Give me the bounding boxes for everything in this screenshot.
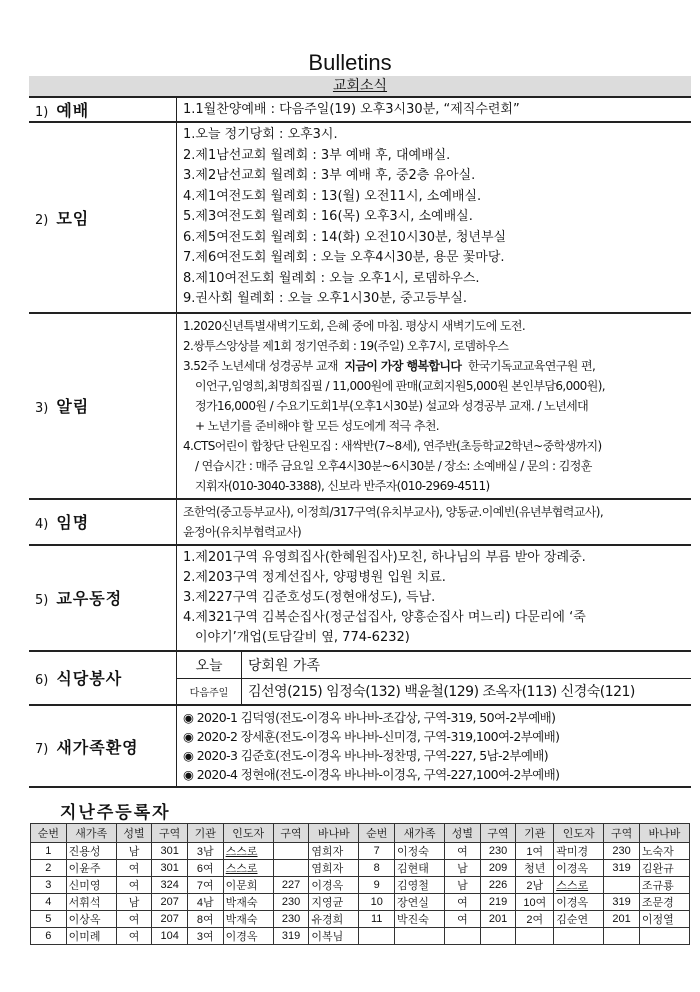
table-cell: 이복님 [309,928,359,945]
table-cell: 박진숙 [395,911,445,928]
section-meetings [29,122,691,313]
registration-table [30,823,690,945]
table-cell: 201 [604,911,640,928]
table-cell: 10여 [516,894,554,911]
table-cell [273,843,309,860]
column-header: 순번 [31,824,67,843]
section-label: 6) 식당봉사 [29,651,177,706]
column-header: 바나바 [639,824,689,843]
table-cell: 이경옥 [309,877,359,894]
table-cell: 207 [152,894,188,911]
column-header: 구역 [480,824,516,843]
news-line: 2.제203구역 정계선집사, 양평병원 입원 치료. [183,569,446,585]
table-cell: 박재숙 [223,911,273,928]
table-cell: 이문희 [223,877,273,894]
table-cell: 박재숙 [223,894,273,911]
column-header: 기관 [187,824,223,843]
table-cell: 207 [152,911,188,928]
kitchen-schedule [177,652,691,705]
table-cell: 여 [116,860,152,877]
table-cell: 6여 [187,860,223,877]
table-cell [604,928,640,945]
notice-line: 4.CTS어린이 합창단 단원모집 : 새싹반(7~8세), 연주반(초등학교2학년~중학생까지) [183,438,602,453]
meeting-line: 7.제6여전도회 월례회 : 오늘 오후4시30분, 용문 꽃마당. [183,250,505,265]
table-row [31,894,690,911]
section-member-news [29,545,691,651]
table-cell: 이정열 [639,911,689,928]
table-cell: 230 [604,843,640,860]
table-row [31,843,690,860]
table-cell: 324 [152,877,188,894]
table-cell [445,928,481,945]
table-cell: 여 [445,894,481,911]
table-cell [480,928,516,945]
meeting-line: 5.제3여전도회 월례회 : 16(목) 오후3시, 소예배실. [183,209,473,224]
registration-header-row [31,824,690,843]
meeting-line: 6.제5여전도회 월례회 : 14(화) 오전10시30분, 청년부실 [183,229,507,245]
meeting-line: 3.제2남선교회 월례회 : 3부 예배 후, 중2층 유아실. [183,168,476,183]
table-cell: 7여 [187,877,223,894]
book-title: 지금이 가장 행복합니다 [344,358,462,373]
table-cell: 3 [31,877,67,894]
column-header: 새가족 [66,824,116,843]
table-cell: 6 [31,928,67,945]
table-row [31,911,690,928]
section-label: 7) 새가족환영 [29,705,177,787]
section-content [177,122,692,313]
page-title: Bulletins [308,50,392,75]
section-content [177,313,692,499]
table-cell: 301 [152,860,188,877]
meeting-line: 2.제1남선교회 월례회 : 3부 예배 후, 대예배실. [183,147,451,163]
section-banner: 교회소식 [29,76,691,96]
radio-bullet-icon: ◉ [183,767,194,782]
table-cell: 2여 [516,911,554,928]
column-header: 새가족 [395,824,445,843]
column-header: 바나바 [309,824,359,843]
table-cell [516,928,554,945]
table-cell: 5 [31,911,67,928]
section-content [177,705,692,787]
column-header: 인도자 [223,824,273,843]
table-cell [554,928,604,945]
meeting-line: 4.제1여전도회 월례회 : 13(월) 오전11시, 소예배실. [183,188,482,204]
notice-line: 2.쌍투스앙상블 제1회 정기연주회 : 19(주일) 오후7시, 로뎀하우스 [183,338,509,353]
news-line: 3.제227구역 김준호성도(정현애성도), 득남. [183,589,436,605]
table-cell: 서휘석 [66,894,116,911]
meeting-line: 9.권사회 월례회 : 오늘 오후1시30분, 중고등부실. [183,291,468,306]
table-cell: 319 [604,860,640,877]
table-cell: 여 [445,843,481,860]
news-line: 1.제201구역 유영희집사(한혜원집사)모친, 하나님의 부름 받아 장례중. [183,549,586,565]
kitchen-who: 김선영(215) 임정숙(132) 백윤철(129) 조옥자(113) 신경숙(121) [248,684,635,701]
column-header: 인도자 [554,824,604,843]
bulletin-table [29,96,691,788]
table-cell: 스스로 [223,843,273,860]
table-cell: 이경옥 [554,860,604,877]
kitchen-row-today [177,652,691,679]
notice-line: 이언구,임영희,최명희집필 / 11,000원에 판매(교회지원5,000원 본인부담6,000원), [195,378,606,393]
table-cell: 김현태 [395,860,445,877]
table-cell: 여 [116,928,152,945]
section-worship [29,97,691,122]
table-cell: 219 [480,894,516,911]
section-kitchen-service [29,651,691,706]
notice-line: 1.2020신년특별새벽기도회, 은혜 중에 마침. 평상시 새벽기도에 도전. [183,318,526,333]
kitchen-when: 다음주일 [177,678,242,704]
radio-bullet-icon: ◉ [183,710,194,725]
kitchen-row-next [177,678,691,704]
table-cell: 스스로 [554,877,604,894]
appointment-line: 조한억(중고등부교사), 이정희/317구역(유치부교사), 양동균.이예빈(유년부협력교사), [183,504,604,519]
meeting-line: 1.오늘 정기당회 : 오후3시. [183,127,338,142]
table-cell [359,928,395,945]
table-cell: 226 [480,877,516,894]
table-cell: 이경옥 [554,894,604,911]
section-new-family [29,705,691,787]
table-cell: 청년 [516,860,554,877]
table-row [31,860,690,877]
table-cell: 4 [31,894,67,911]
table-cell: 10 [359,894,395,911]
section-content [177,499,692,545]
column-header: 구역 [604,824,640,843]
table-cell: 남 [445,877,481,894]
table-cell: 남 [116,894,152,911]
table-cell: 227 [273,877,309,894]
notice-line: + 노년기를 준비해야 할 모든 성도에게 적극 추천. [195,418,440,433]
kitchen-who: 당회원 가족 [242,652,692,679]
section-label: 5) 교우동정 [29,545,177,651]
radio-bullet-icon: ◉ [183,729,194,744]
table-cell: 이경옥 [223,928,273,945]
table-cell: 8여 [187,911,223,928]
table-cell: 염희자 [309,843,359,860]
table-cell: 여 [445,911,481,928]
table-cell: 스스로 [223,860,273,877]
table-cell [395,928,445,945]
notice-line: 지휘자(010-3040-3388), 신보라 반주자(010-2969-4511) [195,478,490,493]
table-cell [639,928,689,945]
table-cell: 이정숙 [395,843,445,860]
table-cell: 230 [480,843,516,860]
table-cell: 조문경 [639,894,689,911]
table-cell: 노숙자 [639,843,689,860]
table-cell: 230 [273,894,309,911]
section-content [177,545,692,651]
table-cell: 8 [359,860,395,877]
news-line: 4.제321구역 김복순집사(정군섭집사, 양흥순집사 며느리) 다문리에 ‘죽 [183,609,586,625]
table-cell: 11 [359,911,395,928]
table-cell: 신미영 [66,877,116,894]
table-cell: 염희자 [309,860,359,877]
section-notices [29,313,691,499]
table-cell: 1여 [516,843,554,860]
table-cell: 남 [116,843,152,860]
table-cell: 209 [480,860,516,877]
table-row [31,877,690,894]
table-cell: 3남 [187,843,223,860]
new-family-item: ◉ 2020-3 김준호(전도-이경옥 바나바-정찬명, 구역-227, 5남-2부예배) [183,748,549,763]
table-cell: 김완규 [639,860,689,877]
table-cell: 장연실 [395,894,445,911]
section-content [177,97,692,122]
table-cell: 김영철 [395,877,445,894]
table-cell: 여 [116,911,152,928]
radio-bullet-icon: ◉ [183,748,194,763]
new-family-item: ◉ 2020-2 장세훈(전도-이경옥 바나바-신미경, 구역-319,100여-2부예배) [183,729,560,744]
table-cell: 이상옥 [66,911,116,928]
meeting-line: 8.제10여전도회 월례회 : 오늘 오후1시, 로뎀하우스. [183,270,480,286]
table-cell: 301 [152,843,188,860]
news-line: 이야기’개업(토담갈비 옆, 774-6232) [195,629,410,645]
table-cell: 7 [359,843,395,860]
table-cell: 조규룡 [639,877,689,894]
table-cell: 이미례 [66,928,116,945]
section-label: 1) 예배 [29,97,177,122]
section-label: 4) 임명 [29,499,177,545]
notice-line: 3.52주 노년세대 성경공부 교재 지금이 가장 행복합니다 한국기독교교육연구원 편, [183,358,596,373]
table-cell [604,877,640,894]
table-cell: 319 [273,928,309,945]
section-content [177,651,692,706]
table-cell: 2남 [516,877,554,894]
table-cell: 319 [604,894,640,911]
section-label: 3) 알림 [29,313,177,499]
table-cell: 9 [359,877,395,894]
column-header: 성별 [445,824,481,843]
table-cell [273,860,309,877]
column-header: 구역 [273,824,309,843]
notice-line: / 연습시간 : 매주 금요일 오후4시30분~6시30분 / 장소: 소예배실 / 문의 : 김정훈 [195,458,592,473]
kitchen-when: 오늘 [177,652,242,679]
notice-line: 정가16,000원 / 수요기도회1부(오후1시30분) 설교와 성경공부 교재. / 노년세대 [195,398,589,413]
worship-line: 1.1월찬양예배 : 다음주일(19) 오후3시30분, “제직수련회” [183,102,520,117]
column-header: 성별 [116,824,152,843]
table-cell: 여 [116,877,152,894]
section-appointments [29,499,691,545]
table-cell: 곽미경 [554,843,604,860]
table-cell: 3여 [187,928,223,945]
table-cell: 230 [273,911,309,928]
registration-title: 지난주등록자 [60,803,171,823]
section-label: 2) 모임 [29,122,177,313]
table-cell: 4남 [187,894,223,911]
table-cell: 김순연 [554,911,604,928]
table-cell: 남 [445,860,481,877]
table-cell: 1 [31,843,67,860]
appointment-line: 윤정아(유치부협력교사) [183,524,302,539]
table-cell: 201 [480,911,516,928]
table-cell: 진용성 [66,843,116,860]
new-family-item: ◉ 2020-4 정현애(전도-이경옥 바나바-이경옥, 구역-227,100여-2부예배) [183,767,560,782]
column-header: 구역 [152,824,188,843]
table-cell: 2 [31,860,67,877]
table-cell: 이윤주 [66,860,116,877]
column-header: 기관 [516,824,554,843]
new-family-item: ◉ 2020-1 김덕영(전도-이경옥 바나바-조갑상, 구역-319, 50여-2부예배) [183,710,556,725]
table-cell: 유경희 [309,911,359,928]
table-cell: 104 [152,928,188,945]
column-header: 순번 [359,824,395,843]
table-cell: 지영균 [309,894,359,911]
table-row [31,928,690,945]
